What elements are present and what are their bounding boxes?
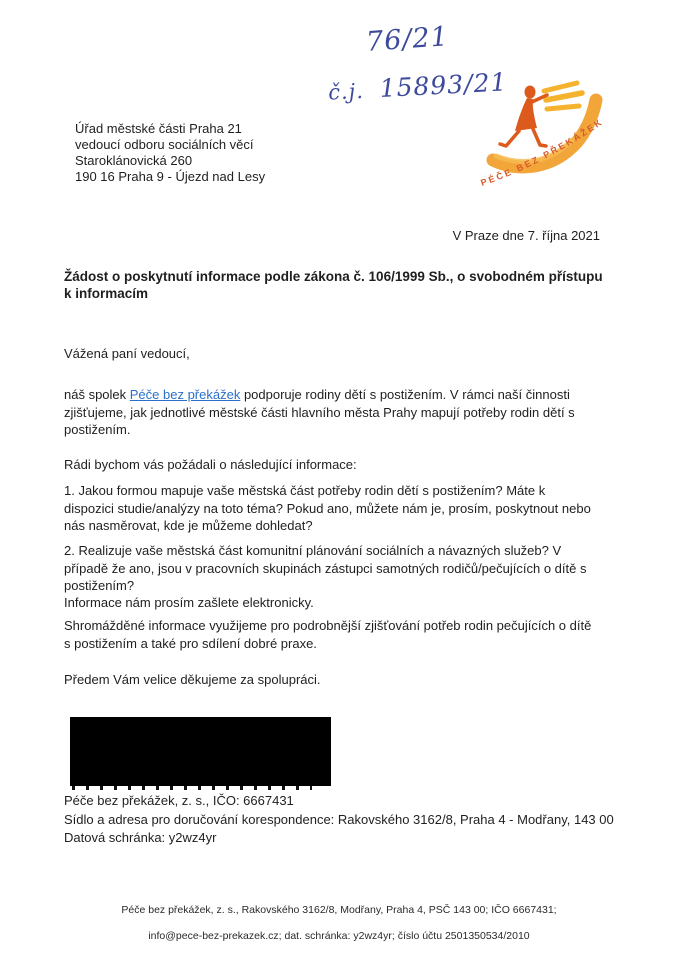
paragraph-usage: Shromážděné informace využijeme pro podrobnější zjišťování potřeb rodin pečujících o dítě s postižením a také pro sdílení dobré praxe. [64,618,592,651]
logo-runner-icon [500,86,547,147]
paragraph-thanks: Předem Vám velice děkujeme za spolupráci. [64,672,321,687]
paragraph-intro [64,386,594,439]
footer-line-2: info@pece-bez-prekazek.cz; dat. schránka: y2wz4yr; číslo účtu 2501350534/2010 [148,930,530,942]
redaction-box [70,717,331,786]
question-2: 2. Realizuje vaše městská část komunitní plánování sociálních a návazných služeb? V případě že ano, jsou v pracovních skupinách zástupci samotných rodičů/pečujících o dítě s postižením? [64,543,587,593]
recipient-line: Úřad městské části Praha 21 [75,121,242,136]
handwritten-ref-value: 15893/21 [378,67,509,103]
recipient-line: 190 16 Praha 9 - Újezd nad Lesy [75,169,266,184]
paragraph-intro-post: podporuje rodiny dětí s postižením. V rámci naší činnosti zjišťujeme, jak jednotlivé městské části hlavního města Prahy mapují potřeby rodin dětí s postižením. [64,387,575,437]
signature-block [64,792,624,848]
svg-text:PÉČE BEZ PŘEKÁŽEK [479,116,605,188]
footer-line-1: Péče bez překážek, z. s., Rakovského 3162/8, Modřany, Praha 4, PSČ 143 00; IČO 6667431; [121,904,557,916]
signature-databox-line: Datová schránka: y2wz4yr [64,830,217,845]
logo-graphic [478,80,620,198]
paragraph-request-lead: Rádi bychom vás požádali o následující informace: [64,457,357,472]
signature-address-line: Sídlo a adresa pro doručování korespondence: Rakovského 3162/8, Praha 4 - Modřany, 143 00 [64,811,614,827]
logo-motion-lines-icon [544,83,582,109]
logo-arc-text: PÉČE BEZ PŘEKÁŽEK [479,116,606,188]
recipient-line: vedoucí odboru sociálních věcí [75,137,254,152]
signature-org-line: Péče bez překážek, z. s., IČO: 6667431 [64,793,294,808]
question-1: 1. Jakou formou mapuje vaše městská část potřeby rodin dětí s postižením? Máte k dispozici studie/analýzy na toto téma? Pokud ano, můžete nám je, prosím, poskytnout nebo nás nasměrovat, kde je můžeme dohledat? [64,483,591,533]
recipient-line: Staroklánovická 260 [75,153,193,168]
subject-heading: Žádost o poskytnutí informace podle zákona č. 106/1999 Sb., o svobodném přístupu k informacím [64,269,603,301]
dateline: V Praze dne 7. října 2021 [452,228,600,243]
paragraph-delivery: Informace nám prosím zašlete elektronicky. [64,595,314,610]
handwritten-filing-number: 76/21 [365,21,450,58]
recipient-address-block [75,121,265,185]
pece-bez-prekazek-logo [478,80,620,198]
pece-bez-prekazek-link[interactable]: Péče bez překážek [129,387,241,402]
redaction-text-fragment [72,786,312,790]
paragraph-intro-pre: náš spolek [64,387,130,402]
salutation: Vážená paní vedoucí, [64,346,190,361]
handwritten-ref-prefix: č.j. [327,78,365,105]
